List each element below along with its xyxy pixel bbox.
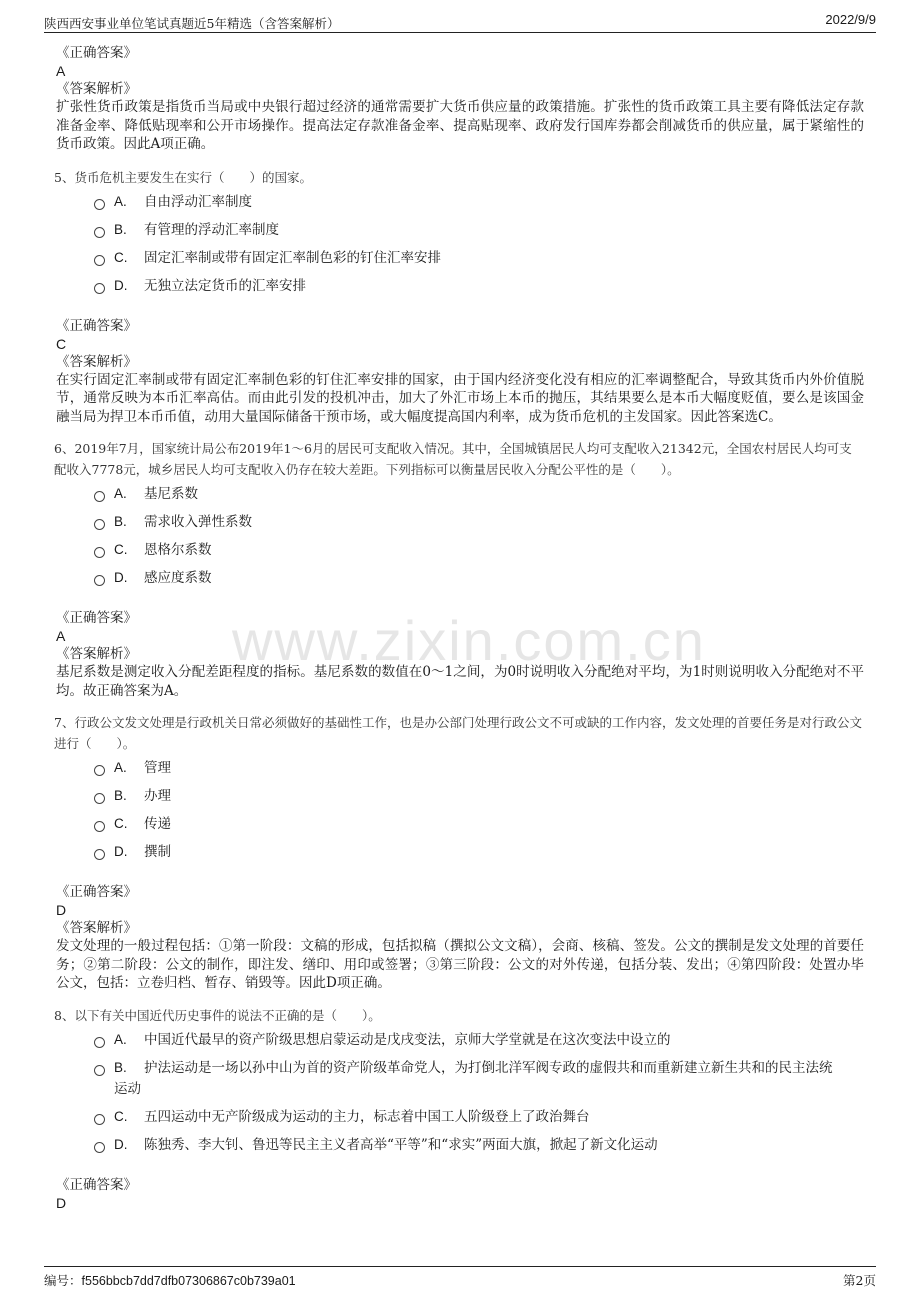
- option-a[interactable]: A. 自由浮动汇率制度: [94, 191, 864, 213]
- correct-answer: D: [56, 1194, 67, 1211]
- option-c[interactable]: C. 传递: [94, 813, 864, 835]
- option-a[interactable]: A. 基尼系数: [94, 483, 864, 505]
- analysis-text: 在实行固定汇率制或带有固定汇率制色彩的钉住汇率安排的国家，由于国内经济变化没有相应的汇率调整配合，导致其货币内外价值脱节，通常反映为本币汇率高估。而由此引发的投机冲击，加大了外汇市场上本币的抛压，其结果要么是本币大幅度贬值，要么是该国金融当局为捍卫本币币值，动用大量国际储备干预市场，或大幅度提高国内利率，成为货币危机的主发国家。因此答案选C。: [56, 371, 864, 425]
- option-a[interactable]: A. 管理: [94, 757, 864, 779]
- document-title: 陕西西安事业单位笔试真题近5年精选（含答案解析）: [44, 16, 340, 31]
- analysis-label: 《答案解析》: [56, 920, 137, 936]
- radio-icon[interactable]: [94, 1065, 105, 1076]
- analysis-label: 《答案解析》: [56, 646, 137, 662]
- option-b[interactable]: B. 需求收入弹性系数: [94, 511, 864, 533]
- radio-icon[interactable]: [94, 793, 105, 804]
- question-stem: 8、以下有关中国近代历史事件的说法不正确的是（ ）。: [54, 1007, 381, 1023]
- analysis-text: 扩张性货币政策是指货币当局或中央银行超过经济的通常需要扩大货币供应量的政策措施。扩张性的货币政策工具主要有降低法定存款准备金率、降低贴现率和公开市场操作。提高法定存款准备金率、提高贴现率、政府发行国库券都会削减货币的供应量，属于紧缩性的货币政策。因此A项正确。: [56, 99, 864, 152]
- option-c[interactable]: C. 五四运动中无产阶级成为运动的主力，标志着中国工人阶级登上了政治舞台: [94, 1106, 864, 1128]
- correct-answer-label: 《正确答案》: [56, 45, 137, 61]
- correct-answer-label: 《正确答案》: [56, 884, 137, 900]
- option-d[interactable]: D. 撰制: [94, 841, 864, 863]
- option-b[interactable]: B. 办理: [94, 785, 864, 807]
- document-date: 2022/9/9: [825, 12, 876, 27]
- option-list: [56, 757, 864, 863]
- correct-answer: A: [56, 628, 66, 644]
- radio-icon[interactable]: [94, 491, 105, 502]
- option-d[interactable]: D. 陈独秀、李大钊、鲁迅等民主主义者高举“平等”和“求实”两面大旗，掀起了新文化运动: [94, 1134, 864, 1156]
- page-footer: [44, 1266, 876, 1289]
- radio-icon[interactable]: [94, 849, 105, 860]
- correct-answer-label: 《正确答案》: [56, 610, 137, 626]
- radio-icon[interactable]: [94, 255, 105, 266]
- correct-answer-label: 《正确答案》: [56, 317, 137, 334]
- question-stem: 7、行政公文发文处理是行政机关日常必须做好的基础性工作，也是办公部门处理行政公文不可或缺的工作内容，发文处理的首要任务是对行政公文进行（ ）。: [54, 715, 862, 751]
- option-d[interactable]: D. 无独立法定货币的汇率安排: [94, 275, 864, 297]
- analysis-text: 发文处理的一般过程包括：①第一阶段：文稿的形成，包括拟稿（撰拟公文文稿），会商、核稿、签发。公文的撰制是发文处理的首要任务；②第二阶段：公文的制作，即注发、缮印、用印或签署；③第三阶段：公文的对外传递，包括分装、发出；④第四阶段：处置办毕公文，包括：立卷归档、暂存、销毁等。因此D项正确。: [56, 938, 864, 991]
- document-code: 编号：f556bbcb7dd7dfb07306867c0b739a01: [44, 1273, 296, 1288]
- radio-icon[interactable]: [94, 575, 105, 586]
- analysis-label: 《答案解析》: [56, 353, 137, 370]
- watermark: www.zixin.com.cn: [232, 609, 706, 672]
- option-b[interactable]: B. 有管理的浮动汇率制度: [94, 219, 864, 241]
- radio-icon[interactable]: [94, 519, 105, 530]
- document-body: [56, 44, 864, 1212]
- radio-icon[interactable]: [94, 821, 105, 832]
- radio-icon[interactable]: [94, 1142, 105, 1153]
- option-d[interactable]: D. 感应度系数: [94, 567, 864, 589]
- analysis-text: 基尼系数是测定收入分配差距程度的指标。基尼系数的数值在0～1之间，为0时说明收入分配绝对平均，为1时则说明收入分配绝对不平均。故正确答案为A。: [56, 664, 864, 699]
- correct-answer: D: [56, 902, 67, 918]
- option-b[interactable]: B. 护法运动是一场以孙中山为首的资产阶级革命党人，为打倒北洋军阀专政的虚假共和而重新建立新生共和的民主法统运动: [94, 1057, 844, 1100]
- correct-answer: C: [56, 335, 67, 352]
- radio-icon[interactable]: [94, 765, 105, 776]
- radio-icon[interactable]: [94, 199, 105, 210]
- option-a[interactable]: A. 中国近代最早的资产阶级思想启蒙运动是戊戌变法，京师大学堂就是在这次变法中设立的: [94, 1029, 864, 1051]
- question-stem: 6、2019年7月，国家统计局公布2019年1～6月的居民可支配收入情况。其中，全国城镇居民人均可支配收入21342元，全国农村居民人均可支配收入7778元，城乡居民人均可支配收入仍存在较大差距。下列指标可以衡量居民收入分配公平性的是（ ）。: [54, 441, 852, 477]
- option-c[interactable]: C. 恩格尔系数: [94, 539, 864, 561]
- correct-answer: A: [56, 63, 66, 79]
- page-number: 第2页: [843, 1273, 876, 1288]
- radio-icon[interactable]: [94, 1037, 105, 1048]
- analysis-label: 《答案解析》: [56, 81, 137, 97]
- radio-icon[interactable]: [94, 283, 105, 294]
- radio-icon[interactable]: [94, 547, 105, 558]
- option-list: [56, 191, 864, 297]
- option-list: [56, 1029, 864, 1156]
- page-header: [44, 12, 876, 33]
- radio-icon[interactable]: [94, 1114, 105, 1125]
- option-list: [56, 483, 864, 589]
- question-stem: 5、货币危机主要发生在实行（ ）的国家。: [54, 169, 312, 185]
- option-c[interactable]: C. 固定汇率制或带有固定汇率制色彩的钉住汇率安排: [94, 247, 864, 269]
- correct-answer-label: 《正确答案》: [56, 1176, 137, 1193]
- radio-icon[interactable]: [94, 227, 105, 238]
